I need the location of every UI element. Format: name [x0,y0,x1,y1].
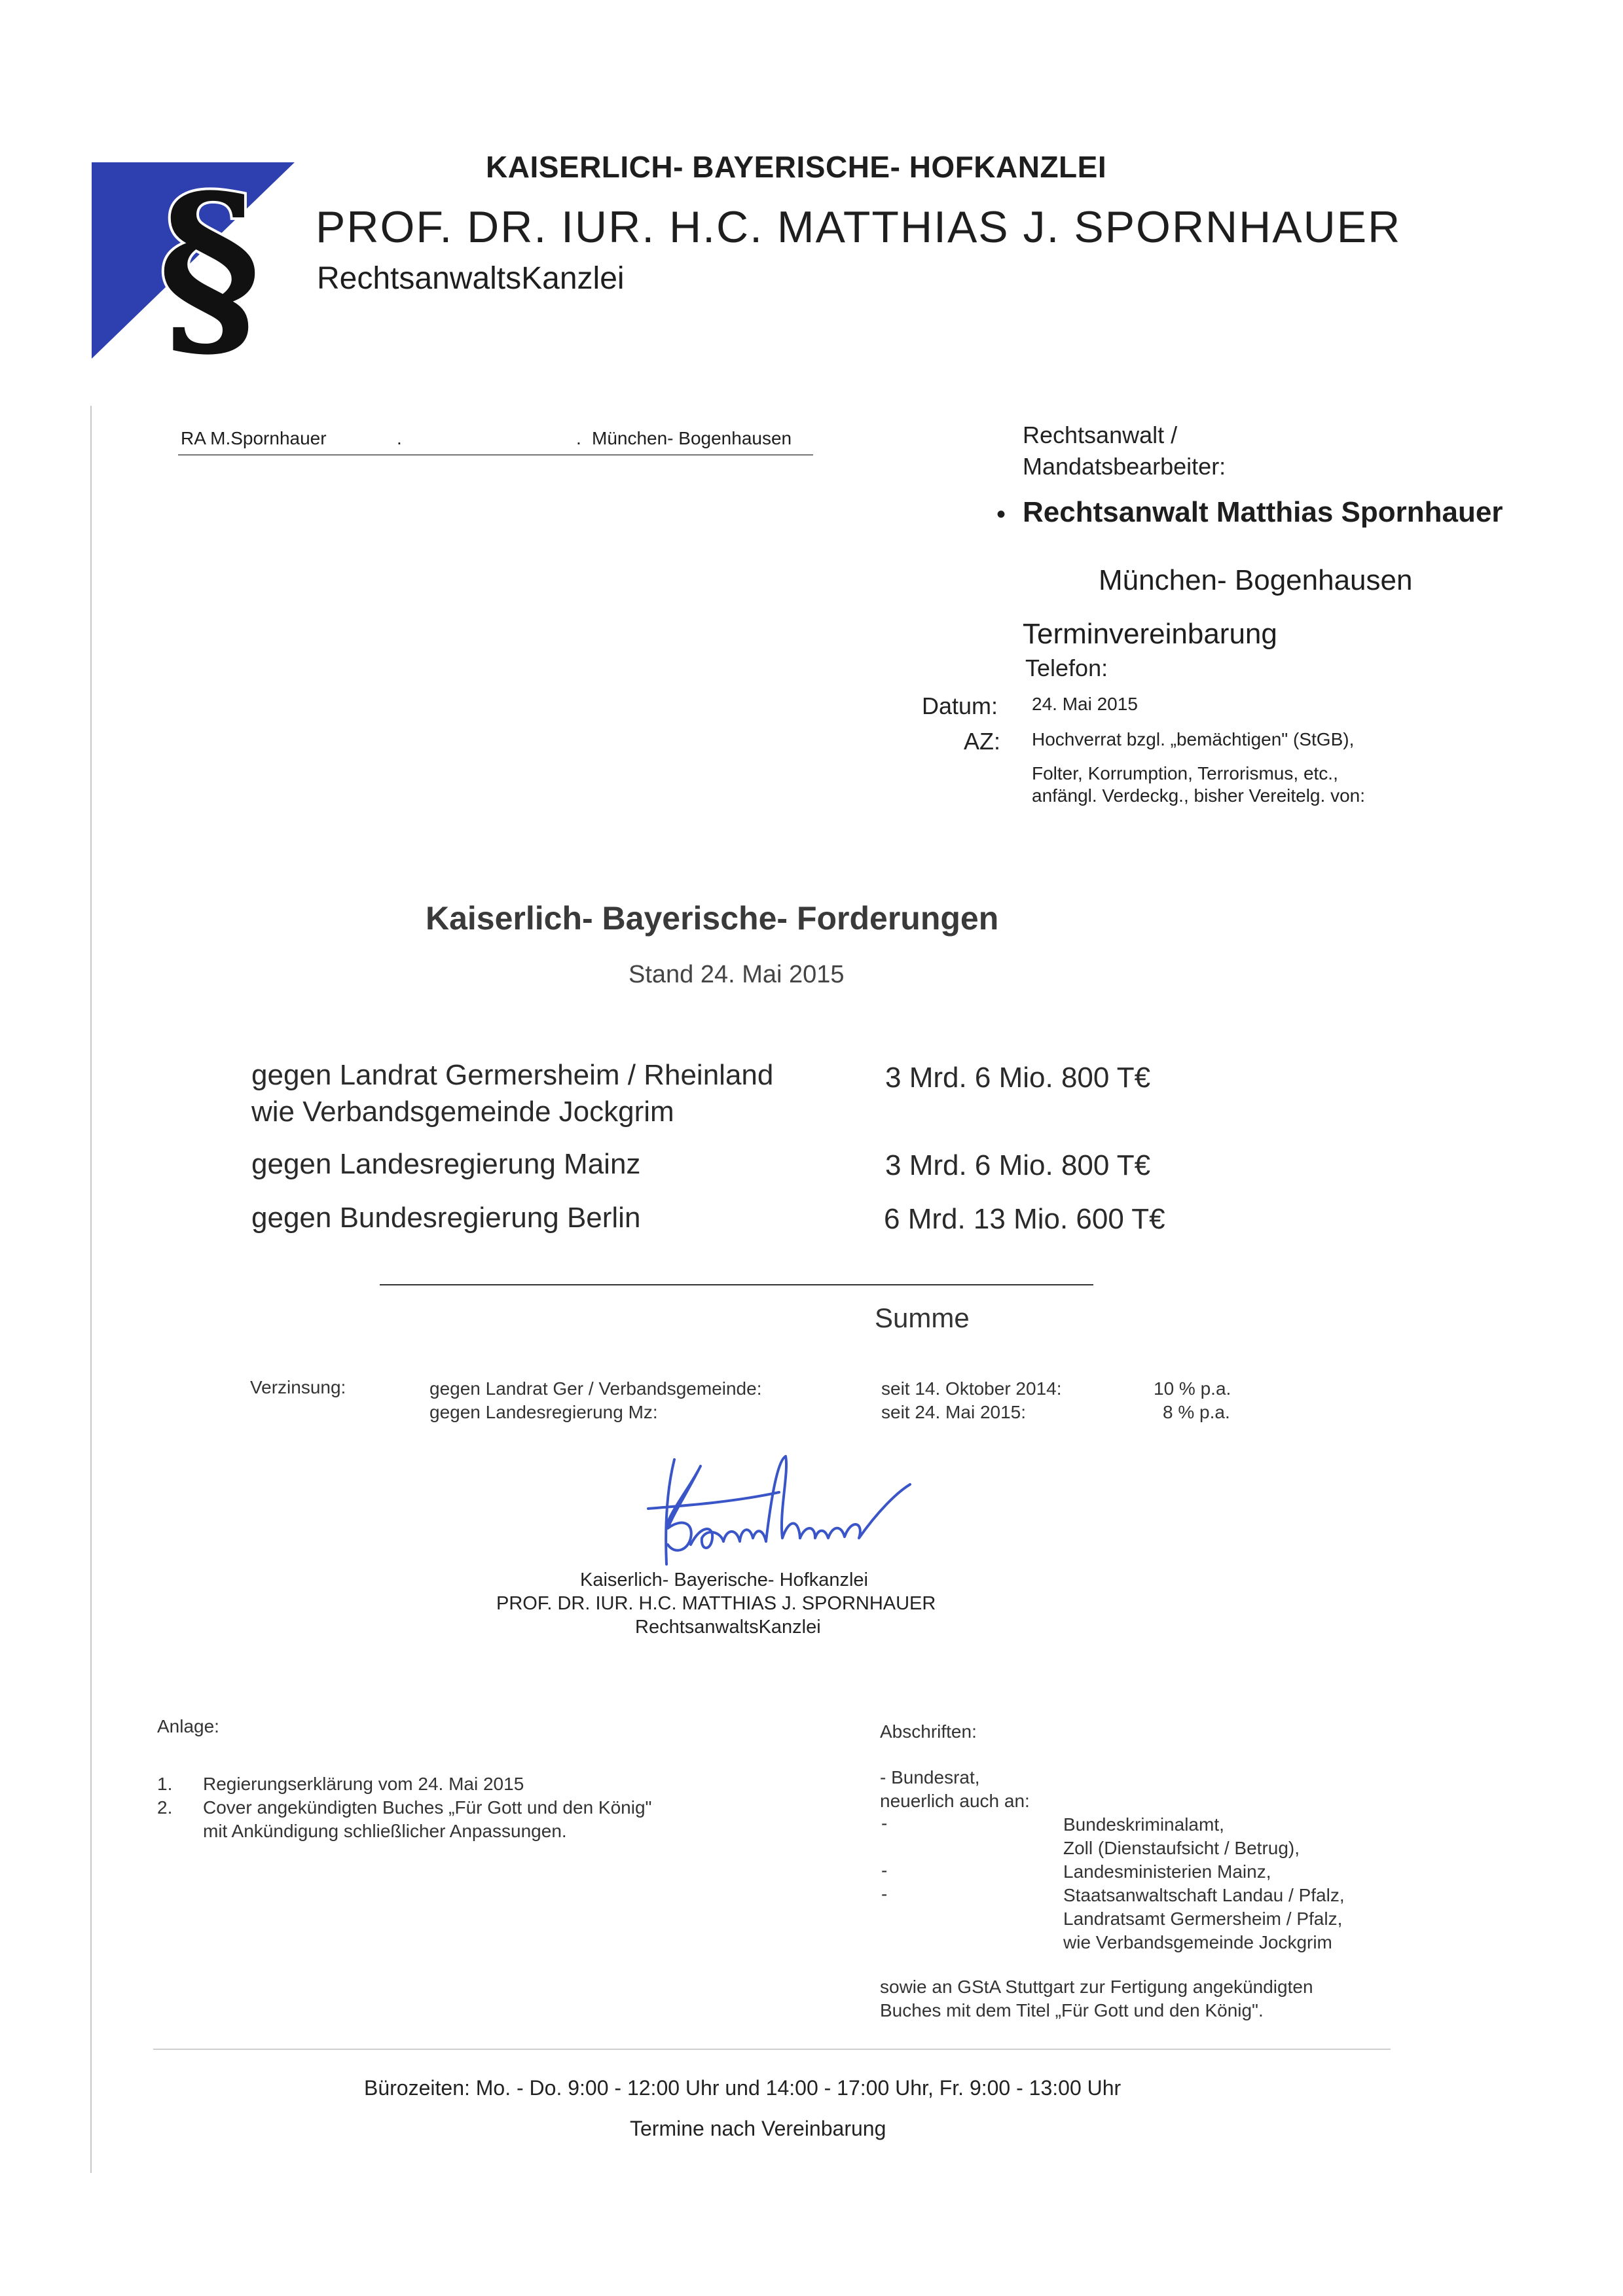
claim-1-line-1: gegen Landrat Germersheim / Rheinland [251,1059,774,1091]
copies-label: Abschriften: [880,1721,977,1742]
claim-2-line-1: gegen Landesregierung Mainz [251,1148,641,1180]
copies-recipient: Landratsamt Germersheim / Pfalz, [1063,1909,1343,1929]
document-date-stand: Stand 24. Mai 2015 [629,961,845,988]
appointments-note: Termine nach Vereinbarung [630,2117,886,2140]
date-value: 24. Mai 2015 [1032,694,1138,714]
copies-closing-2: Buches mit dem Titel „Für Gott und den König". [880,2000,1264,2020]
document-title: Kaiserlich- Bayerische- Forderungen [426,900,999,937]
organization-name: KAISERLICH- BAYERISCHE- HOFKANZLEI [486,150,1107,184]
az-label: AZ: [964,728,1001,755]
sender-separator: . [576,428,581,448]
sender-underline [178,454,813,456]
role-line-2: Mandatsbearbeiter: [1023,453,1226,480]
signature-firm: RechtsanwaltsKanzlei [635,1617,821,1638]
attachment-item: Cover angekündigten Buches „Für Gott und den König" [203,1797,652,1818]
copies-recipient: Landesministerien Mainz, [1063,1861,1271,1882]
interest-party-2: gegen Landesregierung Mz: [429,1402,658,1422]
logo-paragraph-symbol: § [158,162,261,359]
attachment-item-continued: mit Ankündigung schließlicher Anpassungen. [203,1821,567,1841]
interest-rate-2: 8 % p.a. [1163,1402,1230,1422]
claim-1-line-2: wie Verbandsgemeinde Jockgrim [251,1096,674,1128]
signature-name: PROF. DR. IUR. H.C. MATTHIAS J. SPORNHAUER [496,1593,936,1614]
copies-line-2: neuerlich auch an: [880,1791,1030,1811]
appointment-label: Terminvereinbarung [1023,618,1277,650]
firm-type: RechtsanwaltsKanzlei [317,261,625,296]
signature-org: Kaiserlich- Bayerische- Hofkanzlei [580,1570,868,1590]
attachment-number: 2. [157,1797,173,1818]
handwritten-signature [629,1446,917,1577]
az-line-2: Folter, Korrumption, Terrorismus, etc., [1032,763,1338,783]
interest-rate-1: 10 % p.a. [1154,1378,1231,1399]
bullet-icon: • [996,500,1006,529]
attachments-label: Anlage: [157,1716,219,1736]
sender-place: München- Bogenhausen [592,428,792,448]
section-sign-logo [92,162,295,359]
sender-separator: . [397,428,402,448]
claim-3-amount: 6 Mrd. 13 Mio. 600 T€ [884,1203,1165,1235]
interest-party-1: gegen Landrat Ger / Verbandsgemeinde: [429,1378,762,1399]
copies-line-1: - Bundesrat, [880,1767,980,1787]
az-line-1: Hochverrat bzgl. „bemächtigen" (StGB), [1032,729,1355,749]
sum-rule [380,1284,1093,1285]
interest-since-1: seit 14. Oktober 2014: [881,1378,1062,1399]
interest-label: Verzinsung: [250,1377,346,1397]
copies-dash: - [881,1860,888,1880]
interest-since-2: seit 24. Mai 2015: [881,1402,1027,1422]
az-line-3: anfängl. Verdeckg., bisher Vereitelg. von: [1032,785,1365,806]
copies-dash: - [881,1813,888,1833]
attachment-item: Regierungserklärung vom 24. Mai 2015 [203,1774,524,1794]
copies-recipient: wie Verbandsgemeinde Jockgrim [1063,1932,1332,1952]
copies-dash: - [881,1884,888,1904]
claim-2-amount: 3 Mrd. 6 Mio. 800 T€ [885,1149,1151,1181]
copies-recipient: Bundeskriminalamt, [1063,1814,1224,1835]
sender-name: RA M.Spornhauer [181,428,327,448]
copies-recipient: Staatsanwaltschaft Landau / Pfalz, [1063,1885,1345,1905]
office-hours: Bürozeiten: Mo. - Do. 9:00 - 12:00 Uhr und 14:00 - 17:00 Uhr, Fr. 9:00 - 13:00 Uhr [364,2076,1122,2100]
date-label: Datum: [922,692,998,719]
attorney-name: Rechtsanwalt Matthias Spornhauer [1023,496,1503,528]
sum-label: Summe [875,1302,970,1333]
claim-1-amount: 3 Mrd. 6 Mio. 800 T€ [885,1062,1151,1094]
role-line-1: Rechtsanwalt / [1023,422,1178,448]
attorney-full-name: PROF. DR. IUR. H.C. MATTHIAS J. SPORNHAUER [316,202,1402,252]
attorney-location: München- Bogenhausen [1099,564,1413,596]
attachment-number: 1. [157,1774,173,1794]
copies-closing-1: sowie an GStA Stuttgart zur Fertigung angekündigten [880,1977,1313,1997]
left-margin-line [90,406,92,2173]
claim-3-line-1: gegen Bundesregierung Berlin [251,1202,641,1234]
copies-recipient: Zoll (Dienstaufsicht / Betrug), [1063,1838,1300,1858]
phone-label: Telefon: [1025,655,1108,681]
footer-rule [153,2049,1391,2050]
